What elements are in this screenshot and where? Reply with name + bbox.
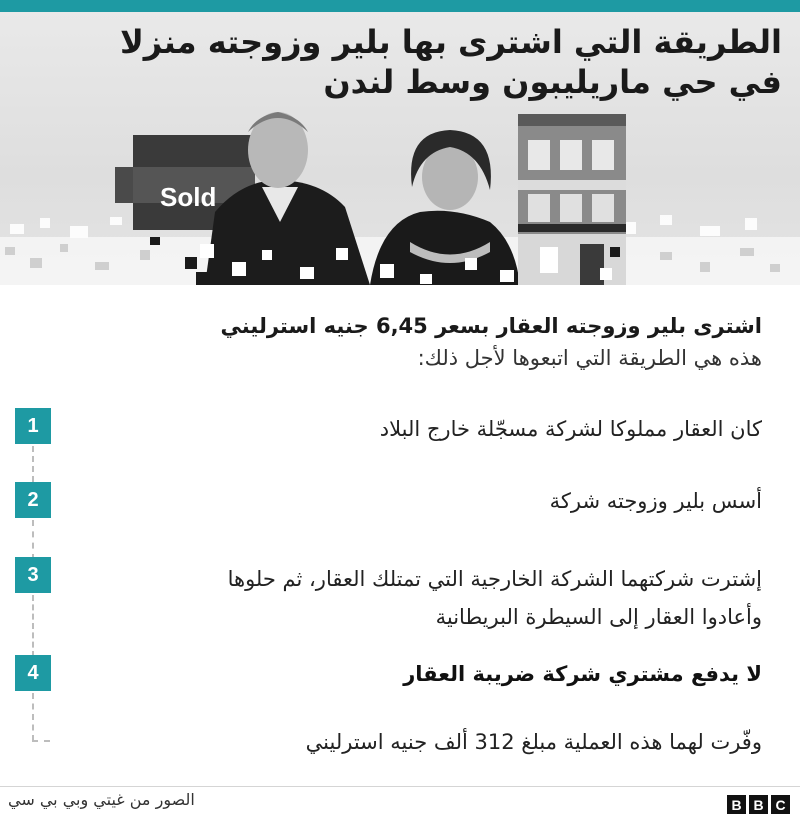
result-text: وفّرت لهما هذه العملية مبلغ 312 ألف جنيه استرليني — [305, 730, 762, 754]
timeline-end — [32, 740, 50, 742]
step-text: إشترت شركتهما الشركة الخارجية التي تمتلك العقار، ثم حلوها وأعادوا العقار إلى السيطرة البريطانية — [227, 567, 762, 629]
timeline-connector — [32, 693, 34, 741]
bbc-logo-letter: B — [727, 795, 746, 814]
intro-headline: اشترى بلير وزوجته العقار بسعر 6,45 جنيه استرليني — [220, 314, 762, 338]
step-number-badge: 4 — [15, 655, 51, 691]
sold-sign-label: Sold — [160, 182, 217, 212]
house-building — [518, 114, 626, 285]
timeline-connector — [32, 446, 34, 482]
page-title: الطريقة التي اشترى بها بلير وزوجته منزلا في حي ماريليبون وسط لندن — [119, 23, 782, 101]
step-text: لا يدفع مشتري شركة ضريبة العقار — [403, 662, 762, 686]
step-number-badge: 3 — [15, 557, 51, 593]
footer-divider — [0, 786, 800, 787]
timeline-connector — [32, 520, 34, 560]
step-text: أسس بلير وزوجته شركة — [549, 489, 762, 513]
step-text: كان العقار مملوكا لشركة مسجّلة خارج البلاد — [379, 417, 762, 441]
bbc-logo — [727, 795, 790, 814]
step-number-badge: 1 — [15, 408, 51, 444]
top-accent-bar — [0, 0, 800, 12]
step-number-badge: 2 — [15, 482, 51, 518]
header-banner — [0, 12, 800, 285]
bbc-logo-letter: B — [749, 795, 768, 814]
bbc-logo-letter: C — [771, 795, 790, 814]
woman-figure — [370, 130, 520, 285]
image-credit: الصور من غيتي وبي بي سي — [8, 790, 195, 809]
intro-subtext: هذه هي الطريقة التي اتبعوها لأجل ذلك: — [417, 346, 762, 370]
intro-block — [62, 310, 762, 374]
timeline-connector — [32, 595, 34, 657]
